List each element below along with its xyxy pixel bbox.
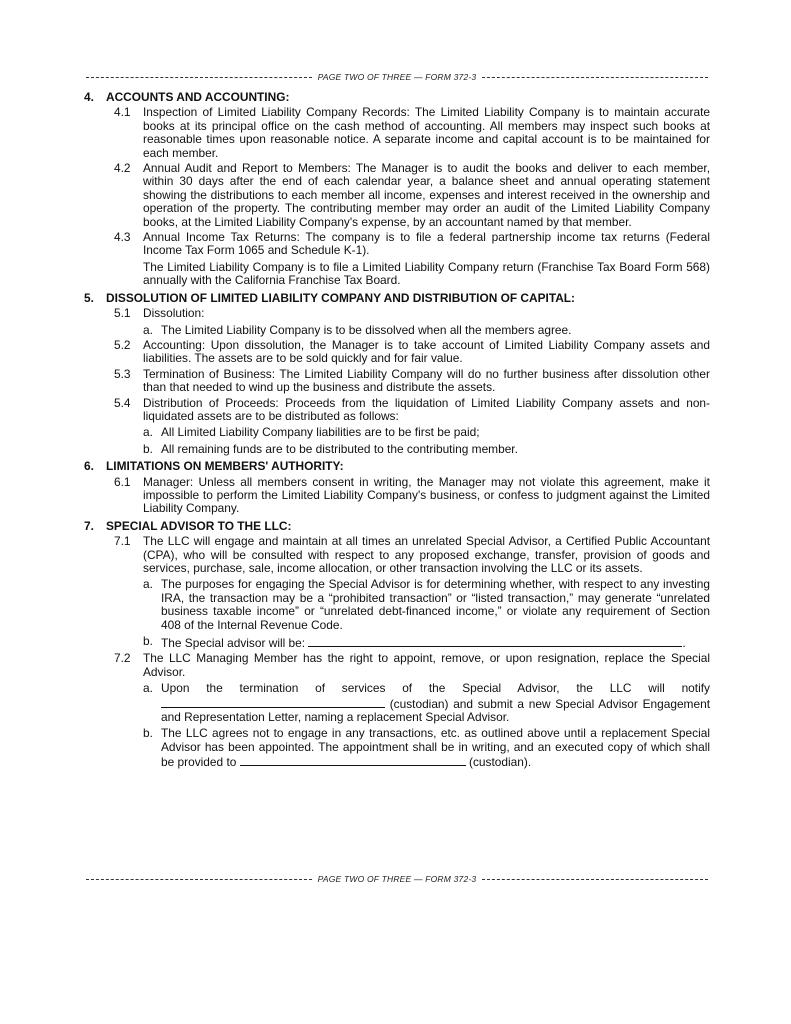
section-title: ACCOUNTS AND ACCOUNTING: — [106, 90, 290, 104]
clause — [84, 339, 710, 366]
clause-number: 4.2 — [114, 161, 131, 176]
section-number: 6. — [84, 459, 94, 474]
sub-clause-text — [161, 635, 710, 650]
clause-text: Annual Income Tax Returns: The company is to file a federal partnership income tax returns (Federal Income Tax Form 1065 and Schedule K-1). — [143, 230, 710, 258]
clause-text: Inspection of Limited Liability Company Records: The Limited Liability Company is to maintain accurate books at its principal office on the cash method of accounting. All members may inspect such books at reasonable times upon reasonable notice. A separate income and capital account is to be maintained for each member. — [143, 105, 710, 160]
sub-clause-letter: a. — [143, 425, 153, 440]
clause-number: 7.1 — [114, 534, 131, 549]
sub-clause-text: The Limited Liability Company is to be dissolved when all the members agree. — [161, 322, 572, 337]
section-number: 5. — [84, 290, 94, 305]
dashed-rule — [86, 77, 312, 78]
document-body — [84, 91, 710, 770]
section-number: 4. — [84, 90, 94, 104]
dashed-rule — [482, 77, 708, 78]
section-heading — [84, 460, 710, 473]
section-heading — [84, 520, 710, 533]
clause — [84, 231, 710, 258]
clause-text: Dissolution: — [143, 306, 205, 321]
special-advisor-name-field[interactable] — [308, 635, 682, 647]
section-title: DISSOLUTION OF LIMITED LIABILITY COMPANY AND DISTRIBUTION OF CAPITAL: — [106, 290, 576, 305]
clause-number: 6.1 — [114, 474, 131, 489]
page-indicator: PAGE TWO OF THREE — FORM 372-3 — [317, 72, 477, 82]
clause-number: 5.2 — [114, 337, 131, 352]
clause-text: The LLC Managing Member has the right to appoint, remove, or upon resignation, replace the Special Advisor. — [143, 651, 710, 679]
dashed-rule — [482, 879, 708, 880]
sub-clause — [84, 324, 710, 337]
sub-clause-text — [161, 727, 710, 769]
clause-text: Termination of Business: The Limited Liability Company will do no further business after dissolution other than that needed to wind up the business and distribute the assets. — [143, 366, 710, 395]
sub-clause — [84, 727, 710, 769]
section-heading — [84, 91, 710, 104]
custodian-copy-field[interactable] — [240, 754, 466, 766]
clause — [84, 368, 710, 395]
clause-text: Annual Audit and Report to Members: The Manager is to audit the books and deliver to each member, within 30 days after the end of each calendar year, a balance sheet and annual operating statement showing the distributions to each member all income, expenses and interest received in the ownership and operation of the property. The contributing member may order an audit of the Limited Liability Company books, at the Limited Liability Company's expense, by an accountant named by that member. — [143, 161, 710, 229]
engagement-letter-text: (custodian) and submit a new Special Advisor Engagement and Representation Letter, naming a replacement Special Advisor. — [161, 696, 710, 725]
sub-clause — [84, 578, 710, 632]
sub-clause-letter: b. — [143, 726, 153, 741]
page-header — [86, 72, 708, 82]
notify-text: Upon the termination of services of the Special Advisor, the LLC will notify — [161, 681, 710, 696]
sub-clause-text: All remaining funds are to be distributed to the contributing member. — [161, 441, 518, 456]
clause-text: Distribution of Proceeds: Proceeds from the liquidation of Limited Liability Company assets and non-liquidated assets are to be distributed as follows: — [143, 395, 710, 423]
section-title: LIMITATIONS ON MEMBERS' AUTHORITY: — [106, 459, 344, 474]
clause-paragraph: The Limited Liability Company is to file a Limited Liability Company return (Franchise Tax Board Form 568) annually with the California Franchise Tax Board. — [143, 259, 710, 288]
sub-clause — [84, 682, 710, 724]
sub-clause-text: All Limited Liability Company liabilities are to be first be paid; — [161, 425, 480, 440]
sub-clause-letter: b. — [143, 634, 153, 649]
sub-clause — [84, 635, 710, 650]
custodian-label: (custodian). — [469, 755, 532, 770]
clause — [84, 397, 710, 424]
sub-clause-letter: a. — [143, 322, 153, 337]
clause-number: 5.4 — [114, 395, 131, 410]
section-number: 7. — [84, 518, 94, 533]
clause-text: Accounting: Upon dissolution, the Manager is to take account of Limited Liability Company assets and liabilities. The assets are to be sold quickly and for fair value. — [143, 337, 710, 366]
sub-clause — [84, 443, 710, 456]
section-title: SPECIAL ADVISOR TO THE LLC: — [106, 518, 292, 533]
period: . — [682, 636, 686, 651]
clause — [84, 106, 710, 160]
clause-number: 4.1 — [114, 105, 131, 120]
sub-clause — [84, 426, 710, 439]
page-footer — [86, 874, 708, 884]
clause — [84, 307, 710, 320]
dashed-rule — [86, 879, 312, 880]
sub-clause-letter: a. — [143, 681, 153, 696]
sub-clause-text: The purposes for engaging the Special Advisor is for determining whether, with respect to any investing IRA, the transaction may be a “prohibited transaction” or “listed transaction,” may generate “unrelated business taxable income” or “unrelated debt-financed income,” or violate any requirement of Section 408 of the Internal Revenue Code. — [161, 577, 710, 632]
sub-clause-letter: a. — [143, 577, 153, 592]
clause-text: The LLC will engage and maintain at all times an unrelated Special Advisor, a Certified Public Accountant (CPA), who will be consulted with respect to any proposed exchange, transfer, provision of goods and services, purchase, sale, income allocation, or other transaction involving the LLC or its assets. — [143, 534, 710, 575]
clause — [84, 535, 710, 575]
appointment-text: The LLC agrees not to engage in any transactions, etc. as outlined above until a replacement Special Advisor has been appointed. The appointment shall be in writing, and an executed copy of which shall be provided to — [161, 726, 710, 770]
clause-number: 5.1 — [114, 306, 131, 321]
clause — [84, 162, 710, 229]
sub-clause-letter: b. — [143, 441, 153, 456]
section-heading — [84, 292, 710, 305]
clause-text: Manager: Unless all members consent in writing, the Manager may not violate this agreement, make it impossible to perform the Limited Liability Company's business, or confess to judgment against the Limited Liability Company. — [143, 474, 710, 516]
clause-number: 5.3 — [114, 366, 131, 381]
special-advisor-label: The Special advisor will be: — [161, 636, 306, 651]
clause — [84, 652, 710, 679]
page-indicator: PAGE TWO OF THREE — FORM 372-3 — [317, 874, 477, 884]
clause-number: 4.3 — [114, 230, 131, 245]
clause-number: 7.2 — [114, 651, 131, 666]
clause — [84, 476, 710, 516]
sub-clause-text — [161, 682, 710, 724]
custodian-name-field[interactable] — [161, 696, 385, 708]
